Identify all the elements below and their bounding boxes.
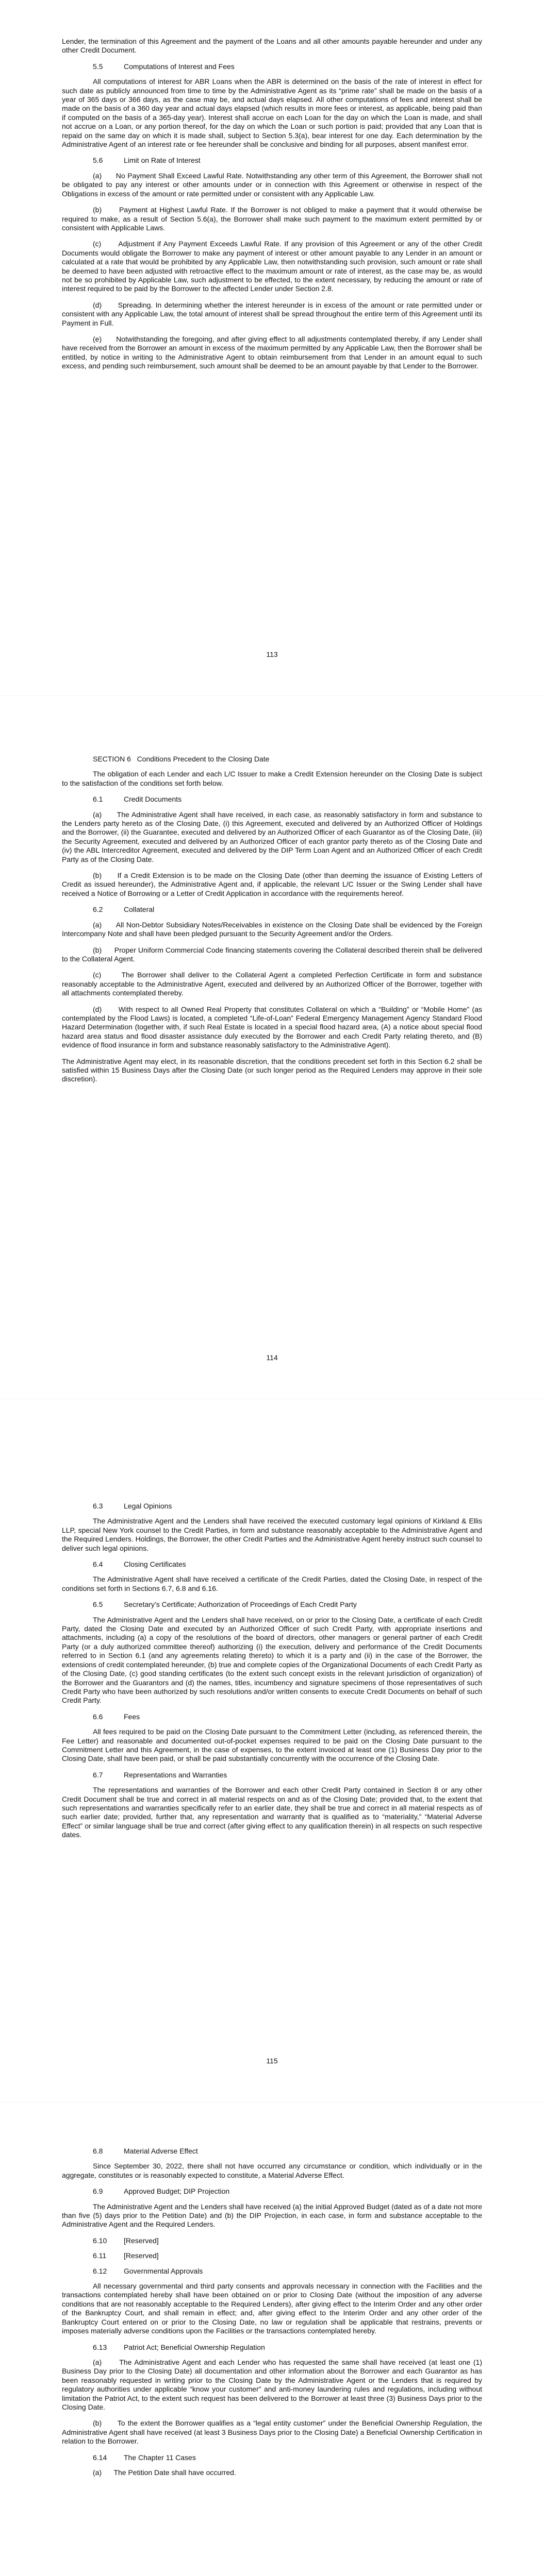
paragraph: (e) Notwithstanding the foregoing, and after giving effect to all adjustments contemplated thereby, if any Lender shall have received from the Borrower an amount in excess of the maximum permitted by any Applicable Law, then the Borrower shall be entitled, by notice in writing to the Administrative Agent to obtain reimbursement from that Lender in an amount equal to such excess, and pending such reimbursement, such amount shall be deemed to be an amount payable by that Lender to the Borrower. bbox=[62, 334, 482, 370]
paragraph: (b) If a Credit Extension is to be made on the Closing Date (other than deeming the issuance of Existing Letters of Credit as issued hereunder), the Administrative Agent and, if applicable, the relevant L/C Issuer or the Swing Lender shall have received a Notice of Borrowing or a Letter of Credit Application in accordance with the requirements hereof. bbox=[62, 871, 482, 897]
section-heading-6-5: 6.5 Secretary’s Certificate; Authorization of Proceedings of Each Credit Party bbox=[93, 1600, 357, 1609]
paragraph: All computations of interest for ABR Loans when the ABR is determined on the basis of the rate of interest in effect for such date as publicly announced from time to time by the Administrative Agent as its “prime rate” shall be made on the basis of a year of 365 days or 366 days, as the case may be, and actual days elapsed. All other computations of fees and interest shall be made on the basis of a 360 day year and actual days elapsed (which results in more fees or interest, as applicable, being paid than if computed on the basis of a 365-day year). Interest shall accrue on each Loan for the day on which the Loan is made, and shall not accrue on a Loan, or any portion thereof, for the day on which the Loan or such portion is paid; provided that any Loan that is repaid on the same day on which it is made shall, subject to Section 5.3(a), bear interest for one day. Each determination by the Administrative Agent of an interest rate or fee hereunder shall be conclusive and binding for all purposes, absent manifest error. bbox=[62, 77, 482, 149]
intro-paragraph: Lender, the termination of this Agreement and the payment of the Loans and all other amounts payable hereunder and under any other Credit Document. bbox=[62, 37, 482, 55]
section-title: SECTION 6 Conditions Precedent to the Closing Date bbox=[93, 755, 270, 763]
section-heading-6-8: 6.8 Material Adverse Effect bbox=[93, 2147, 198, 2155]
paragraph: (a) The Administrative Agent and each Lender who has requested the same shall have received (at least one (1) Business Day prior to the Closing Date) all documentation and other information about the Borrower and each Guarantor as has been reasonably requested in writing prior to the Closing Date by the Administrative Agent or the Lenders that is required by regulatory authorities under applicable “know your customer” and anti-money laundering rules and regulations, including without limitation the Patriot Act, to the extent such request has been delivered to the Borrower at least three (3) Business Days prior to the Closing Date. bbox=[62, 2358, 482, 2411]
section-heading-5-6: 5.6 Limit on Rate of Interest bbox=[93, 156, 201, 165]
paragraph: The representations and warranties of the Borrower and each other Credit Party contained in Section 8 or any other Credit Document shall be true and correct in all material respects on and as of the Closing Date; provided that, to the extent that such representations and warranties specifically refer to an earlier date, they shall be true and correct in all material respects as of such earlier date; provided, further that, any representation and warranty that is qualified as to “materiality,” “Material Adverse Effect” or similar language shall be true and correct (after giving effect to any qualification therein) in all respects on such respective dates. bbox=[62, 1786, 482, 1839]
paragraph: (a) The Administrative Agent shall have received, in each case, as reasonably satisfactory in form and substance to the Lenders party hereto as of the Closing Date, (i) this Agreement, executed and delivered by an Authorized Officer of Holdings and the Borrower, (ii) the Guarantee, executed and delivered by an Authorized Officer of each Guarantor as of the Closing Date, (iii) the Security Agreement, executed and delivered by an Authorized Officer of each grantor party thereto as of the Closing Date and (iv) the ABL Intercreditor Agreement, executed and delivered by the DIP Term Loan Agent and an Authorized Officer of each Credit Party as of the Closing Date. bbox=[62, 810, 482, 863]
page-116 bbox=[0, 2110, 544, 2576]
page-113 bbox=[0, 0, 544, 690]
section-heading-6-4: 6.4 Closing Certificates bbox=[93, 1560, 186, 1569]
paragraph: (a) The Petition Date shall have occurred. bbox=[93, 2468, 236, 2477]
paragraph: The Administrative Agent may elect, in its reasonable discretion, that the conditions precedent set forth in this Section 6.2 shall be satisfied within 15 Business Days after the Closing Date (or such longer period as the Required Lenders may approve in their sole discretion). bbox=[62, 1057, 482, 1083]
section-heading-6-1: 6.1 Credit Documents bbox=[93, 795, 182, 804]
paragraph: (b) Payment at Highest Lawful Rate. If the Borrower is not obliged to make a payment that it would otherwise be required to make, as a result of Section 5.6(a), the Borrower shall make such payment to the maximum extent permitted by or consistent with Applicable Laws. bbox=[62, 206, 482, 232]
paragraph: Since September 30, 2022, there shall not have occurred any circumstance or condition, which individually or in the aggregate, constitutes or is reasonably expected to constitute, a Material Adverse Effect. bbox=[62, 2162, 482, 2179]
section-heading-6-12: 6.12 Governmental Approvals bbox=[93, 2266, 203, 2275]
paragraph: (a) All Non-Debtor Subsidiary Notes/Receivables in existence on the Closing Date shall be evidenced by the Foreign Intercompany Note and shall have been pledged pursuant to the Security Agreement and/or the Orders. bbox=[62, 920, 482, 938]
paragraph: (d) Spreading. In determining whether the interest hereunder is in excess of the amount or rate permitted under or consistent with any Applicable Law, the total amount of interest shall be spread throughout the entire term of this Agreement until its Payment in Full. bbox=[62, 300, 482, 327]
section-heading-6-11: 6.11 [Reserved] bbox=[93, 2251, 159, 2260]
paragraph: The Administrative Agent and the Lenders shall have received (a) the initial Approved Budget (dated as of a date not more than five (5) days prior to the Petition Date) and (b) the DIP Projection, in each case, in form and substance acceptable to the Administrative Agent and the Required Lenders. bbox=[62, 2202, 482, 2229]
section-heading-6-14: 6.14 The Chapter 11 Cases bbox=[93, 2453, 196, 2462]
section-heading-6-13: 6.13 Patriot Act; Beneficial Ownership Regulation bbox=[93, 2343, 265, 2351]
page-number: 114 bbox=[266, 1353, 278, 1362]
paragraph: (c) Adjustment if Any Payment Exceeds Lawful Rate. If any provision of this Agreement or any of the other Credit Documents would obligate the Borrower to make any payment of interest or other amount payable to any Lender in an amount or calculated at a rate that would be prohibited by any Applicable Law, then notwithstanding such provision, such amount or rate shall be deemed to have been adjusted with retroactive effect to the maximum amount or rate of interest, as the case may be, as would not be so prohibited by Applicable Law, such adjustment to be effected, to the extent necessary, by reducing the amount or rate of interest required to be paid by the Borrower to the affected Lender under Section 2.8. bbox=[62, 240, 482, 293]
page-number: 115 bbox=[266, 2057, 278, 2065]
paragraph: (b) Proper Uniform Commercial Code financing statements covering the Collateral described therein shall be delivered to the Collateral Agent. bbox=[62, 945, 482, 963]
paragraph: All necessary governmental and third party consents and approvals necessary in connection with the Facilities and the transactions contemplated hereby shall have been obtained on or prior to Closing Date (without the imposition of any adverse conditions that are not reasonably acceptable to the Required Lenders), after giving effect to the Interim Order and any other order of the Bankruptcy Court, and shall remain in effect; and, after giving effect to the Interim Order and any other order of the Bankruptcy Court entered on or prior to the Closing Date, no law or regulation shall be applicable that restrains, prevents or imposes materially adverse conditions upon the Facilities or the transactions contemplated hereby. bbox=[62, 2282, 482, 2335]
paragraph: The Administrative Agent and the Lenders shall have received, on or prior to the Closing Date, a certificate of each Credit Party, dated the Closing Date and executed by an Authorized Officer of such Credit Party, with appropriate insertions and attachments, including (a) a copy of the resolutions of the board of directors, other managers or general partner of each Credit Party (or a duly authorized committee thereof) authorizing (i) the execution, delivery and performance of the Credit Documents referred to in Section 6.1 (and any agreements relating thereto) to which it is a party and (ii) in the case of the Borrower, the extensions of credit contemplated hereunder, (b) true and complete copies of the Organizational Documents of each Credit Party as of the Closing Date, (c) good standing certificates (to the extent such concept exists in the relevant jurisdiction of organization) of the Borrower and the Guarantors and (d) the names, titles, incumbency and signature specimens of those representatives of such Credit Party who have been authorized by such resolutions and/or written consents to execute Credit Documents on behalf of such Credit Party. bbox=[62, 1615, 482, 1705]
section-heading-6-7: 6.7 Representations and Warranties bbox=[93, 1770, 227, 1779]
section-heading-6-9: 6.9 Approved Budget; DIP Projection bbox=[93, 2187, 230, 2196]
paragraph: (a) No Payment Shall Exceed Lawful Rate. Notwithstanding any other term of this Agreement, the Borrower shall not be obligated to pay any interest or other amounts under or in connection with this Agreement or otherwise in respect of the Obligations in excess of the amount or rate permitted under or consistent with any Applicable Law. bbox=[62, 171, 482, 198]
section-heading-5-5: 5.5 Computations of Interest and Fees bbox=[93, 62, 235, 71]
page-number: 113 bbox=[266, 650, 278, 658]
paragraph: All fees required to be paid on the Closing Date pursuant to the Commitment Letter (including, as referenced therein, the Fee Letter) and reasonable and documented out-of-pocket expenses required to be paid on the Closing Date pursuant to the Commitment Letter and this Agreement, in the case of expenses, to the extent invoiced at least one (1) Business Day prior to the Closing Date, shall have been paid, or shall be paid substantially concurrently with the occurrence of the Closing Date. bbox=[62, 1727, 482, 1763]
section-heading-6-10: 6.10 [Reserved] bbox=[93, 2236, 159, 2245]
page-114 bbox=[0, 703, 544, 1394]
section-heading-6-3: 6.3 Legal Opinions bbox=[93, 1502, 172, 1510]
paragraph: (c) The Borrower shall deliver to the Collateral Agent a completed Perfection Certificate in form and substance reasonably acceptable to the Administrative Agent, executed and delivered by an Authorized Officer of the Borrower, together with all attachments contemplated thereby. bbox=[62, 971, 482, 997]
section-heading-6-6: 6.6 Fees bbox=[93, 1712, 140, 1721]
section-heading-6-2: 6.2 Collateral bbox=[93, 905, 155, 914]
paragraph: The Administrative Agent and the Lenders shall have received the executed customary legal opinions of Kirkland & Ellis LLP, special New York counsel to the Credit Parties, in form and substance reasonably acceptable to the Administrative Agent and the Required Lenders. Holdings, the Borrower, the other Credit Parties and the Administrative Agent hereby instruct such counsel to deliver such legal opinions. bbox=[62, 1517, 482, 1552]
paragraph: (b) To the extent the Borrower qualifies as a “legal entity customer” under the Beneficial Ownership Regulation, the Administrative Agent shall have received (at least 3 Business Days prior to the Closing Date) a Beneficial Ownership Certification in relation to the Borrower. bbox=[62, 2419, 482, 2446]
paragraph: The obligation of each Lender and each L/C Issuer to make a Credit Extension hereunder on the Closing Date is subject to the satisfaction of the conditions set forth below. bbox=[62, 770, 482, 787]
paragraph: (d) With respect to all Owned Real Property that constitutes Collateral on which a “Building” or “Mobile Home” (as contemplated by the Flood Laws) is located, a completed “Life-of-Loan” Federal Emergency Management Agency Standard Flood Hazard Determination (together with, if such Real Estate is located in a special flood hazard area, (A) a notice about special flood hazard area status and flood disaster assistance duly executed by the Borrower and each Credit Party relating thereto, and (B) evidence of flood insurance in form and substance reasonably satisfactory to the Administrative Agent). bbox=[62, 1005, 482, 1049]
page-115 bbox=[0, 1406, 544, 2097]
page-separator bbox=[0, 2102, 544, 2103]
paragraph: The Administrative Agent shall have received a certificate of the Credit Parties, dated the Closing Date, in respect of the conditions set forth in Sections 6.7, 6.8 and 6.16. bbox=[62, 1575, 482, 1592]
